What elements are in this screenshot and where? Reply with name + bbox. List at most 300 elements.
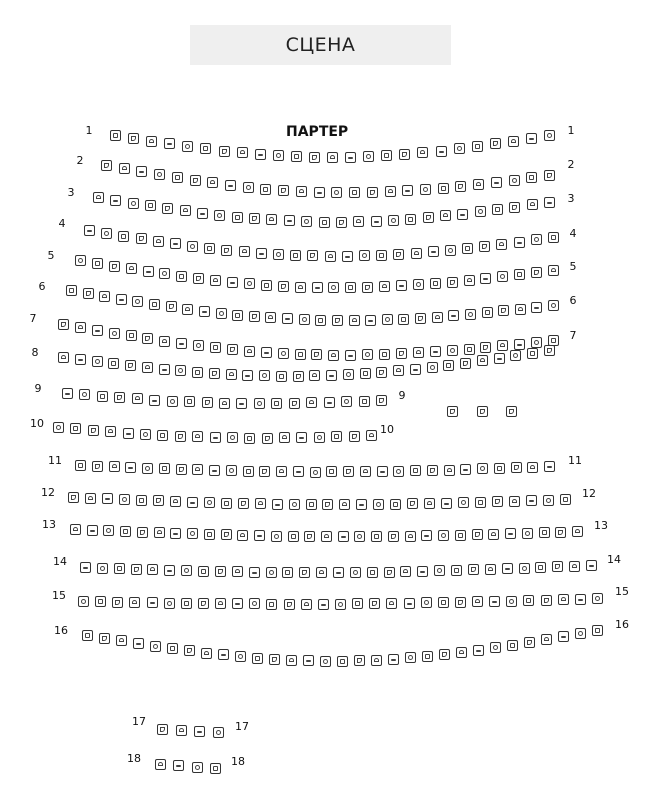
seat[interactable] [381, 150, 392, 161]
seat[interactable] [126, 330, 137, 341]
seat[interactable] [407, 498, 418, 509]
seat[interactable] [198, 566, 209, 577]
seat[interactable] [92, 258, 103, 269]
seat[interactable] [192, 431, 203, 442]
seat[interactable] [400, 566, 411, 577]
seat[interactable] [116, 294, 127, 305]
seat[interactable] [215, 598, 226, 609]
seat[interactable] [278, 281, 289, 292]
seat[interactable] [456, 647, 467, 658]
seat[interactable] [199, 306, 210, 317]
seat[interactable] [254, 530, 265, 541]
seat[interactable] [531, 337, 542, 348]
seat[interactable] [95, 596, 106, 607]
seat[interactable] [278, 185, 289, 196]
seat[interactable] [114, 392, 125, 403]
seat[interactable] [396, 348, 407, 359]
seat[interactable] [126, 263, 137, 274]
seat[interactable] [443, 360, 454, 371]
seat[interactable] [164, 138, 175, 149]
seat[interactable] [489, 596, 500, 607]
seat[interactable] [328, 350, 339, 361]
seat[interactable] [53, 422, 64, 433]
seat[interactable] [131, 564, 142, 575]
seat[interactable] [410, 465, 421, 476]
seat[interactable] [399, 149, 410, 160]
seat[interactable] [420, 184, 431, 195]
seat[interactable] [110, 195, 121, 206]
seat[interactable] [114, 563, 125, 574]
seat[interactable] [310, 467, 321, 478]
seat[interactable] [180, 205, 191, 216]
seat[interactable] [184, 396, 195, 407]
seat[interactable] [210, 763, 221, 774]
seat[interactable] [544, 170, 555, 181]
seat[interactable] [75, 322, 86, 333]
seat[interactable] [164, 565, 175, 576]
seat[interactable] [137, 527, 148, 538]
seat[interactable] [75, 460, 86, 471]
seat[interactable] [227, 432, 238, 443]
seat[interactable] [335, 599, 346, 610]
seat[interactable] [198, 598, 209, 609]
seat[interactable] [159, 336, 170, 347]
seat[interactable] [462, 243, 473, 254]
seat[interactable] [342, 251, 353, 262]
seat[interactable] [303, 655, 314, 666]
seat[interactable] [548, 265, 559, 276]
seat[interactable] [413, 347, 424, 358]
seat[interactable] [237, 530, 248, 541]
seat[interactable] [472, 141, 483, 152]
seat[interactable] [239, 246, 250, 257]
seat[interactable] [535, 562, 546, 573]
seat[interactable] [477, 463, 488, 474]
seat[interactable] [304, 531, 315, 542]
seat[interactable] [68, 492, 79, 503]
seat[interactable] [379, 349, 390, 360]
seat[interactable] [145, 200, 156, 211]
seat[interactable] [311, 349, 322, 360]
seat[interactable] [299, 314, 310, 325]
seat[interactable] [92, 461, 103, 472]
seat[interactable] [345, 350, 356, 361]
seat[interactable] [235, 651, 246, 662]
seat[interactable] [237, 147, 248, 158]
seat[interactable] [343, 466, 354, 477]
seat[interactable] [232, 310, 243, 321]
seat[interactable] [261, 347, 272, 358]
seat[interactable] [276, 371, 287, 382]
seat[interactable] [523, 595, 534, 606]
seat[interactable] [362, 349, 373, 360]
seat[interactable] [331, 431, 342, 442]
seat[interactable] [475, 497, 486, 508]
seat[interactable] [296, 186, 307, 197]
seat[interactable] [371, 655, 382, 666]
seat[interactable] [103, 525, 114, 536]
seat[interactable] [146, 136, 157, 147]
seat[interactable] [249, 311, 260, 322]
seat[interactable] [497, 340, 508, 351]
seat[interactable] [376, 395, 387, 406]
seat[interactable] [526, 133, 537, 144]
seat[interactable] [101, 160, 112, 171]
seat[interactable] [384, 567, 395, 578]
extra-seat[interactable] [477, 406, 488, 417]
seat[interactable] [243, 466, 254, 477]
seat[interactable] [510, 350, 521, 361]
seat[interactable] [154, 527, 165, 538]
seat[interactable] [153, 495, 164, 506]
seat[interactable] [175, 431, 186, 442]
seat[interactable] [544, 345, 555, 356]
seat[interactable] [269, 654, 280, 665]
seat[interactable] [405, 531, 416, 542]
seat[interactable] [457, 209, 468, 220]
seat[interactable] [349, 315, 360, 326]
seat[interactable] [221, 529, 232, 540]
seat[interactable] [367, 567, 378, 578]
seat[interactable] [314, 432, 325, 443]
seat[interactable] [232, 212, 243, 223]
seat[interactable] [527, 462, 538, 473]
seat[interactable] [336, 217, 347, 228]
seat[interactable] [157, 430, 168, 441]
seat[interactable] [353, 216, 364, 227]
seat[interactable] [262, 433, 273, 444]
seat[interactable] [455, 530, 466, 541]
seat[interactable] [295, 349, 306, 360]
seat[interactable] [541, 634, 552, 645]
seat[interactable] [354, 531, 365, 542]
seat[interactable] [385, 186, 396, 197]
seat[interactable] [116, 635, 127, 646]
seat[interactable] [376, 367, 387, 378]
seat[interactable] [315, 315, 326, 326]
seat[interactable] [244, 433, 255, 444]
seat[interactable] [256, 248, 267, 259]
seat[interactable] [377, 466, 388, 477]
seat[interactable] [226, 369, 237, 380]
seat[interactable] [509, 202, 520, 213]
seat[interactable] [219, 398, 230, 409]
seat[interactable] [458, 497, 469, 508]
seat[interactable] [398, 314, 409, 325]
seat[interactable] [438, 597, 449, 608]
seat[interactable] [120, 526, 131, 537]
seat[interactable] [527, 199, 538, 210]
seat[interactable] [92, 325, 103, 336]
seat[interactable] [83, 288, 94, 299]
seat[interactable] [232, 566, 243, 577]
seat[interactable] [227, 277, 238, 288]
seat[interactable] [427, 465, 438, 476]
seat[interactable] [204, 497, 215, 508]
seat[interactable] [402, 185, 413, 196]
seat[interactable] [371, 531, 382, 542]
seat[interactable] [326, 466, 337, 477]
seat[interactable] [226, 465, 237, 476]
seat[interactable] [417, 566, 428, 577]
seat[interactable] [482, 307, 493, 318]
seat[interactable] [109, 261, 120, 272]
seat[interactable] [349, 187, 360, 198]
seat[interactable] [62, 388, 73, 399]
seat[interactable] [282, 313, 293, 324]
seat[interactable] [309, 370, 320, 381]
seat[interactable] [192, 762, 203, 773]
seat[interactable] [254, 398, 265, 409]
seat[interactable] [132, 393, 143, 404]
seat[interactable] [339, 499, 350, 510]
seat[interactable] [112, 597, 123, 608]
seat[interactable] [539, 527, 550, 538]
seat[interactable] [272, 499, 283, 510]
seat[interactable] [494, 353, 505, 364]
seat[interactable] [367, 187, 378, 198]
seat[interactable] [301, 599, 312, 610]
seat[interactable] [214, 210, 225, 221]
seat[interactable] [143, 266, 154, 277]
seat[interactable] [432, 312, 443, 323]
seat[interactable] [75, 354, 86, 365]
seat[interactable] [349, 431, 360, 442]
seat[interactable] [415, 313, 426, 324]
seat[interactable] [200, 143, 211, 154]
seat[interactable] [147, 597, 158, 608]
seat[interactable] [159, 364, 170, 375]
seat[interactable] [331, 187, 342, 198]
seat[interactable] [488, 529, 499, 540]
seat[interactable] [176, 725, 187, 736]
seat[interactable] [325, 251, 336, 262]
seat[interactable] [193, 273, 204, 284]
seat[interactable] [497, 271, 508, 282]
seat[interactable] [592, 625, 603, 636]
seat[interactable] [575, 628, 586, 639]
seat[interactable] [149, 299, 160, 310]
seat[interactable] [252, 653, 263, 664]
seat[interactable] [128, 198, 139, 209]
seat[interactable] [289, 398, 300, 409]
seat[interactable] [181, 598, 192, 609]
seat[interactable] [187, 528, 198, 539]
seat[interactable] [296, 432, 307, 443]
seat[interactable] [531, 302, 542, 313]
seat[interactable] [97, 563, 108, 574]
seat[interactable] [102, 493, 113, 504]
seat[interactable] [133, 638, 144, 649]
seat[interactable] [376, 250, 387, 261]
seat[interactable] [125, 462, 136, 473]
seat[interactable] [352, 598, 363, 609]
seat[interactable] [326, 370, 337, 381]
seat[interactable] [455, 597, 466, 608]
seat[interactable] [362, 282, 373, 293]
seat[interactable] [101, 228, 112, 239]
seat[interactable] [140, 429, 151, 440]
seat[interactable] [242, 370, 253, 381]
seat[interactable] [421, 597, 432, 608]
seat[interactable] [293, 371, 304, 382]
seat[interactable] [157, 724, 168, 735]
seat[interactable] [548, 300, 559, 311]
seat[interactable] [350, 567, 361, 578]
seat[interactable] [299, 567, 310, 578]
seat[interactable] [125, 360, 136, 371]
seat[interactable] [455, 181, 466, 192]
seat[interactable] [472, 596, 483, 607]
seat[interactable] [575, 594, 586, 605]
seat[interactable] [560, 494, 571, 505]
seat[interactable] [404, 598, 415, 609]
seat[interactable] [70, 423, 81, 434]
seat[interactable] [142, 463, 153, 474]
seat[interactable] [87, 525, 98, 536]
seat[interactable] [66, 285, 77, 296]
seat[interactable] [496, 239, 507, 250]
seat[interactable] [552, 561, 563, 572]
seat[interactable] [480, 273, 491, 284]
seat[interactable] [279, 432, 290, 443]
seat[interactable] [359, 250, 370, 261]
seat[interactable] [164, 598, 175, 609]
seat[interactable] [341, 396, 352, 407]
seat[interactable] [85, 493, 96, 504]
seat[interactable] [360, 466, 371, 477]
seat[interactable] [405, 214, 416, 225]
seat[interactable] [424, 498, 435, 509]
seat[interactable] [172, 172, 183, 183]
seat[interactable] [522, 528, 533, 539]
seat[interactable] [460, 358, 471, 369]
seat[interactable] [295, 282, 306, 293]
seat[interactable] [306, 397, 317, 408]
seat[interactable] [320, 656, 331, 667]
seat[interactable] [473, 179, 484, 190]
seat[interactable] [276, 466, 287, 477]
seat[interactable] [232, 598, 243, 609]
seat[interactable] [505, 528, 516, 539]
seat[interactable] [108, 358, 119, 369]
seat[interactable] [153, 236, 164, 247]
seat[interactable] [526, 172, 537, 183]
seat[interactable] [322, 499, 333, 510]
seat[interactable] [255, 149, 266, 160]
seat[interactable] [514, 237, 525, 248]
seat[interactable] [221, 498, 232, 509]
seat[interactable] [273, 249, 284, 260]
seat[interactable] [278, 348, 289, 359]
seat[interactable] [309, 152, 320, 163]
seat[interactable] [259, 370, 270, 381]
seat[interactable] [162, 203, 173, 214]
seat[interactable] [170, 496, 181, 507]
seat[interactable] [464, 275, 475, 286]
seat[interactable] [475, 206, 486, 217]
seat[interactable] [343, 369, 354, 380]
seat[interactable] [99, 291, 110, 302]
seat[interactable] [154, 169, 165, 180]
seat[interactable] [182, 304, 193, 315]
seat[interactable] [99, 633, 110, 644]
seat[interactable] [338, 531, 349, 542]
seat[interactable] [284, 599, 295, 610]
seat[interactable] [519, 563, 530, 574]
seat[interactable] [490, 642, 501, 653]
seat[interactable] [555, 527, 566, 538]
seat[interactable] [182, 141, 193, 152]
seat[interactable] [438, 183, 449, 194]
seat[interactable] [109, 461, 120, 472]
seat[interactable] [390, 499, 401, 510]
seat[interactable] [388, 654, 399, 665]
seat[interactable] [194, 726, 205, 737]
seat[interactable] [271, 398, 282, 409]
seat[interactable] [201, 648, 212, 659]
seat[interactable] [210, 275, 221, 286]
seat[interactable] [480, 342, 491, 353]
seat[interactable] [447, 277, 458, 288]
seat[interactable] [405, 652, 416, 663]
seat[interactable] [260, 184, 271, 195]
seat[interactable] [430, 346, 441, 357]
seat[interactable] [118, 231, 129, 242]
seat[interactable] [136, 233, 147, 244]
seat[interactable] [531, 267, 542, 278]
seat[interactable] [271, 531, 282, 542]
seat[interactable] [324, 397, 335, 408]
seat[interactable] [93, 192, 104, 203]
seat[interactable] [80, 562, 91, 573]
seat[interactable] [109, 328, 120, 339]
seat[interactable] [207, 177, 218, 188]
seat[interactable] [548, 232, 559, 243]
seat[interactable] [105, 426, 116, 437]
seat[interactable] [282, 567, 293, 578]
seat[interactable] [259, 466, 270, 477]
seat[interactable] [473, 645, 484, 656]
seat[interactable] [365, 315, 376, 326]
seat[interactable] [485, 564, 496, 575]
seat[interactable] [289, 499, 300, 510]
seat[interactable] [176, 271, 187, 282]
seat[interactable] [301, 216, 312, 227]
seat[interactable] [286, 655, 297, 666]
seat[interactable] [110, 130, 121, 141]
seat[interactable] [327, 152, 338, 163]
seat[interactable] [209, 368, 220, 379]
seat[interactable] [514, 269, 525, 280]
seat[interactable] [123, 428, 134, 439]
seat[interactable] [119, 163, 130, 174]
seat[interactable] [438, 530, 449, 541]
seat[interactable] [227, 344, 238, 355]
seat[interactable] [514, 339, 525, 350]
seat[interactable] [215, 566, 226, 577]
seat[interactable] [244, 278, 255, 289]
seat[interactable] [472, 529, 483, 540]
seat[interactable] [386, 598, 397, 609]
seat[interactable] [430, 278, 441, 289]
seat[interactable] [345, 282, 356, 293]
seat[interactable] [136, 166, 147, 177]
seat[interactable] [388, 215, 399, 226]
seat[interactable] [173, 760, 184, 771]
seat[interactable] [515, 304, 526, 315]
seat[interactable] [382, 314, 393, 325]
